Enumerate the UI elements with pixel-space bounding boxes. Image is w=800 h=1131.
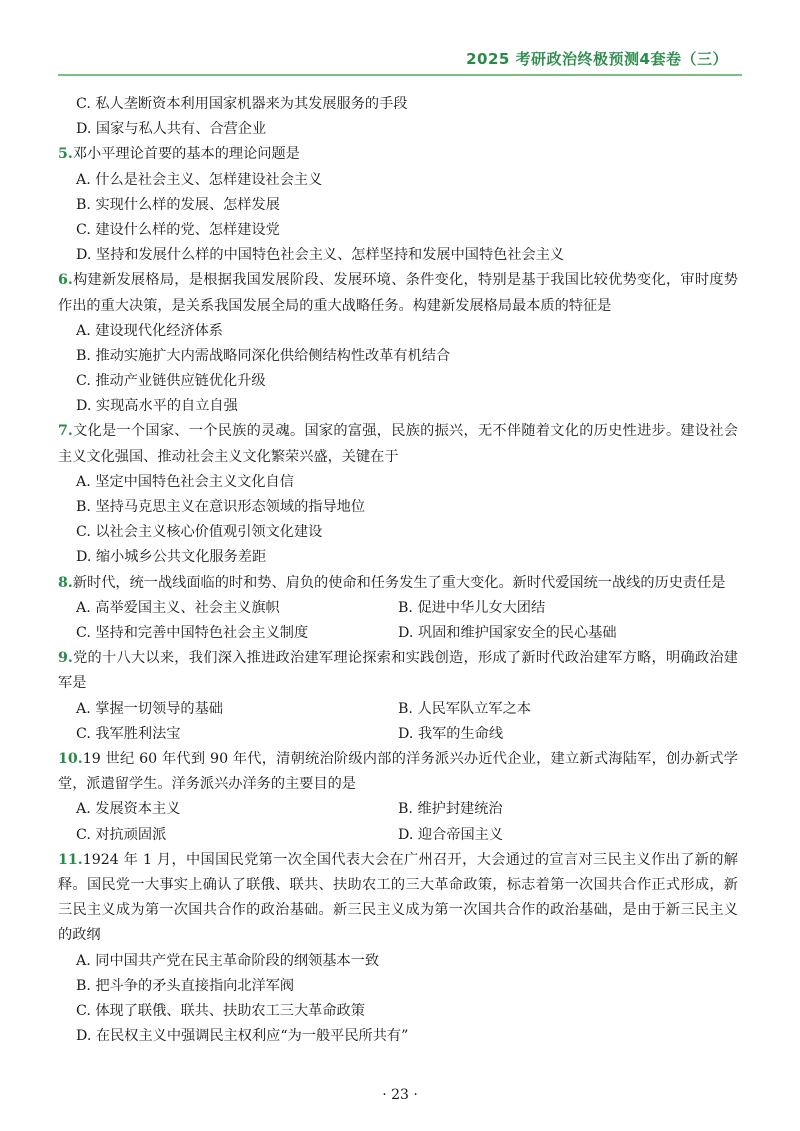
q11-option-a: A. 同中国共产党在民主革命阶段的纲领基本一致 (76, 952, 380, 969)
question-9 (58, 646, 738, 696)
question-stem: 党的十八大以来，我们深入推进政治建军理论探索和实践创造，形成了新时代政治建军方略，明确政治建军是 (58, 650, 738, 692)
page-number: · 23 · (382, 1087, 418, 1103)
q5-option-d: D. 坚持和发展什么样的中国特色社会主义、怎样坚持和发展中国特色社会主义 (76, 247, 565, 264)
question-list (58, 92, 738, 1049)
question-8 (58, 571, 738, 596)
q8-options-row-2 (58, 621, 738, 646)
q8-option-c: C. 坚持和完善中国特色社会主义制度 (76, 625, 309, 642)
q11-option-d: D. 在民权主义中强调民主权利应“为一般平民所共有” (76, 1028, 409, 1045)
q5-option-b: B. 实现什么样的发展、怎样发展 (76, 196, 280, 213)
question-stem: 邓小平理论首要的基本的理论问题是 (72, 146, 300, 163)
question-stem: 新时代，统一战线面临的时和势、肩负的使命和任务发生了重大变化。新时代爱国统一战线的历史责任是 (72, 574, 726, 591)
question-stem: 19 世纪 60 年代到 90 年代，清朝统治阶级内部的洋务派兴办近代企业，建立新式海陆军，创办新式学堂，派遣留学生。洋务派兴办洋务的主要目的是 (58, 751, 738, 793)
q9-options-row-1 (58, 697, 738, 722)
q6-option-b: B. 推动实施扩大内需战略同深化供给侧结构性改革有机结合 (76, 347, 451, 364)
question-7 (58, 419, 738, 469)
q8-option-a: A. 高举爱国主义、社会主义旗帜 (76, 599, 280, 616)
q9-option-b: B. 人民军队立军之本 (398, 700, 531, 717)
exam-title-header: 2025 考研政治终极预测4套卷（三） (466, 50, 728, 68)
q10-option-d: D. 迎合帝国主义 (398, 826, 504, 843)
q4-option-c: C. 私人垄断资本利用国家机器来为其发展服务的手段 (76, 96, 408, 112)
q6-option-c: C. 推动产业链供应链优化升级 (76, 373, 266, 390)
question-11 (58, 848, 738, 949)
q5-option-c: C. 建设什么样的党、怎样建设党 (76, 221, 280, 238)
q6-option-a: A. 建设现代化经济体系 (76, 322, 223, 339)
question-5 (58, 142, 738, 167)
question-number: 6. (58, 272, 73, 289)
q9-option-a: A. 掌握一切领导的基础 (76, 700, 223, 717)
question-number: 5. (58, 146, 73, 163)
q10-options-row-1 (58, 797, 738, 822)
question-number: 10. (58, 751, 83, 767)
question-number: 9. (58, 650, 73, 667)
q8-option-b: B. 促进中华儿女大团结 (398, 599, 546, 616)
question-stem: 1924 年 1 月，中国国民党第一次全国代表大会在广州召开，大会通过的宣言对三民主义作出了新的解释。国民党一大事实上确认了联俄、联共、扶助农工的三大革命政策，标志着第一次国共合作正式形成，新三民主义成为第一次国共合作的政治基础。新三民主义成为第一次国共合作的政治基础，是由于新三民主义的政纲 (58, 851, 738, 944)
q5-option-a: A. 什么是社会主义、怎样建设社会主义 (76, 171, 323, 188)
q11-option-c: C. 体现了联俄、联共、扶助农工三大革命政策 (76, 1002, 365, 1019)
question-number: 7. (58, 423, 73, 440)
q10-option-a: A. 发展资本主义 (76, 801, 181, 818)
q8-option-d: D. 巩固和维护国家安全的民心基础 (398, 625, 617, 642)
question-10 (58, 747, 738, 797)
q7-option-c: C. 以社会主义核心价值观引领文化建设 (76, 524, 323, 541)
q7-option-b: B. 坚持马克思主义在意识形态领域的指导地位 (76, 499, 366, 516)
question-stem: 构建新发展格局，是根据我国发展阶段、发展环境、条件变化，特别是基于我国比较优势变化，审时度势作出的重大决策，是关系我国发展全局的重大战略任务。构建新发展格局最本质的特征是 (58, 272, 738, 314)
q6-option-d: D. 实现高水平的自立自强 (76, 398, 238, 415)
q8-options-row-1 (58, 596, 738, 621)
q10-options-row-2 (58, 823, 738, 848)
q10-option-c: C. 对抗顽固派 (76, 826, 167, 843)
question-number: 11. (58, 851, 83, 868)
question-number: 8. (58, 574, 73, 591)
question-6 (58, 268, 738, 318)
q11-option-b: B. 把斗争的矛头直接指向北洋军阀 (76, 977, 295, 994)
question-stem: 文化是一个国家、一个民族的灵魂。国家的富强，民族的振兴，无不伴随着文化的历史性进步。建设社会主义文化强国、推动社会主义文化繁荣兴盛，关键在于 (58, 423, 738, 465)
q4-option-d: D. 国家与私人共有、合营企业 (76, 121, 267, 138)
header-divider (58, 74, 742, 76)
q9-options-row-2 (58, 722, 738, 747)
q7-option-d: D. 缩小城乡公共文化服务差距 (76, 549, 267, 566)
q10-option-b: B. 维护封建统治 (398, 801, 503, 818)
q9-option-d: D. 我军的生命线 (398, 725, 504, 742)
q9-option-c: C. 我军胜利法宝 (76, 725, 181, 742)
q7-option-a: A. 坚定中国特色社会主义文化自信 (76, 473, 294, 490)
